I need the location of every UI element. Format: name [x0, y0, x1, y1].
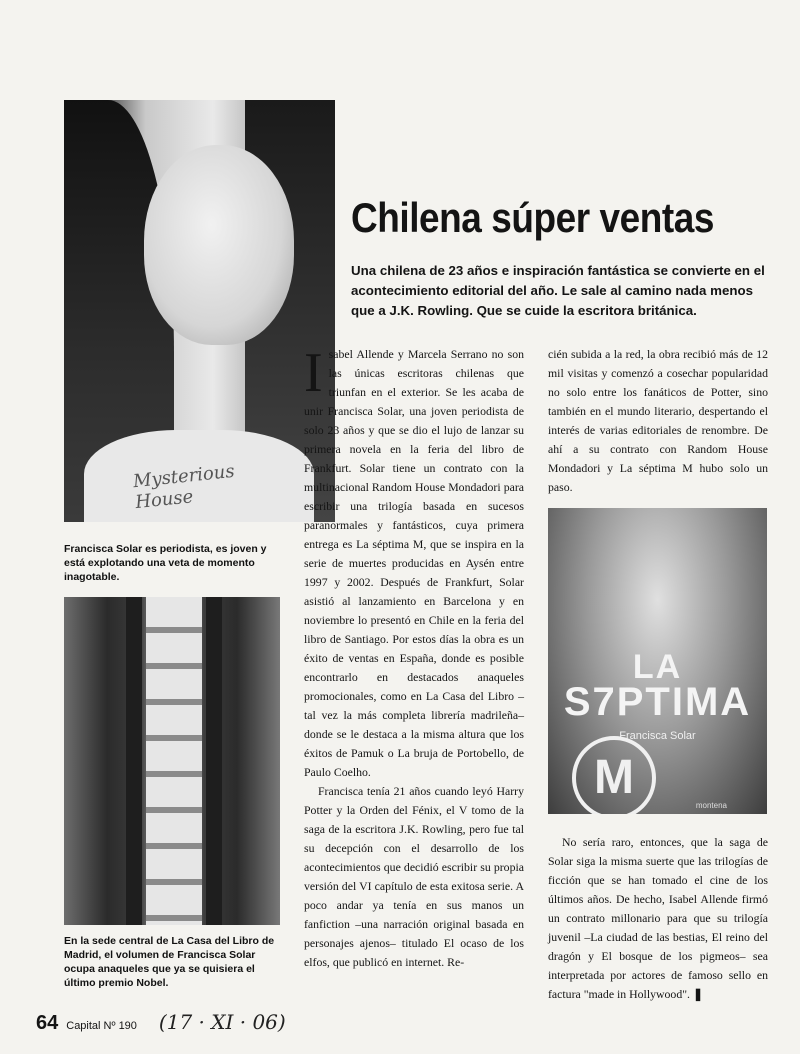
body-paragraph [304, 342, 524, 782]
lead-paragraph: Una chilena de 23 años e inspiración fantástica se convierte en el acontecimiento editorial del año. Le sale al camino nada menos que a J.K. Rowling. Que se cuide la escritora británica. [351, 263, 765, 318]
face-shape [144, 145, 294, 345]
shirt-print-text: Mysterious House [132, 460, 236, 514]
page-number: 64 [36, 1012, 59, 1034]
cover-title-line2: S7PTIMA [563, 680, 752, 724]
body-text: No sería raro, entonces, que la saga de Solar siga la misma suerte que las trilogías de ficción que se han tomado el cine de los últimos años. De hecho, Isabel Allende firmó un contrato millonario para que su trilogía juvenil –La ciudad de las bestias, El reino del dragón y El bosque de los pigmeos– sea interpretada por actores de famoso sello en factura "made in Hollywood". [548, 835, 768, 1001]
headline: Chilena súper ventas [351, 194, 714, 241]
article-column-1 [304, 342, 524, 972]
magazine-name: Capital Nº 190 [66, 1020, 137, 1032]
body-paragraph: cién subida a la red, la obra recibió más de 12 mil visitas y comenzó a cosechar popularidad no solo entre los fanáticos de Potter, sino también en el mundo literario, despertando el interés de varias editoriales de renombre. De ahí a su contrato con Random House Mondadori y La séptima M hubo solo un paso. [548, 347, 768, 494]
cover-title-line1: LA [632, 648, 683, 686]
article-column-2-top [548, 345, 768, 497]
cover-publisher: montena [695, 801, 727, 810]
store-caption: En la sede central de La Casa del Libro de Madrid, el volumen de Francisca Solar ocupa anaqueles que ya se quisiera el último premio Nobel. [64, 935, 275, 989]
body-paragraph [548, 833, 768, 1004]
pillar-shape [206, 597, 222, 925]
drop-cap: I [304, 342, 323, 404]
page-footer [36, 1010, 286, 1035]
cover-author: Francisca Solar [619, 730, 696, 742]
body-paragraph: Francisca tenía 21 años cuando leyó Harry Potter y la Orden del Fénix, el V tomo de la saga de la escritora J.K. Rowling, pero fue tal su decepción con el desarrollo de los acontecimientos que decidió escribir su propia versión del VI capítulo de esta exitosa serie. A poco andar ya tenía en sus manos un fanfiction –una narración original basada en personajes ajenos– titulado El ocaso de los elfos, que publicó en internet. Re- [304, 784, 524, 969]
book-cover-image [548, 508, 767, 814]
cover-logo-icon: M [572, 736, 656, 814]
portrait-photo [64, 100, 335, 522]
handwritten-date: (17 · XI · 06) [158, 1010, 286, 1034]
bookstore-photo [64, 597, 280, 925]
end-mark-icon: ❚ [692, 987, 703, 1001]
article-column-2-bottom [548, 833, 768, 1004]
body-text: sabel Allende y Marcela Serrano no son las únicas escritoras chilenas que triunfan en el exterior. Se les acaba de unir Francisca Solar, una joven periodista de solo 23 años y que se dio el lujo de lanzar su primera novela en la feria del libro de Frankfurt. Solar tiene un contrato con la multinacional Random House Mondadori para escribir una trilogía basada en sucesos paranormales y fantásticos, cuya primera entrega es La séptima M, que se inspira en la serie de muertes producidas en Aysén entre 1997 y 2002. Después de Frankfurt, Solar asistió al lanzamiento en Barcelona y en noviembre lo presentó en Chile en la feria del libro de Santiago. Por estos días la obra es un éxito de ventas en España, donde es posible encontrarlo en destacados anaqueles promocionales, como en La Casa del Libro –tal vez la más completa librería madrileña– donde se le destaca a la misma altura que los éxitos de Pamuk o La bruja de Portobello, de Paulo Coelho. [304, 347, 524, 779]
portrait-caption: Francisca Solar es periodista, es joven y está explotando una veta de momento inagotable. [64, 543, 267, 583]
pillar-shape [126, 597, 142, 925]
bookshelf-shape [146, 597, 202, 925]
